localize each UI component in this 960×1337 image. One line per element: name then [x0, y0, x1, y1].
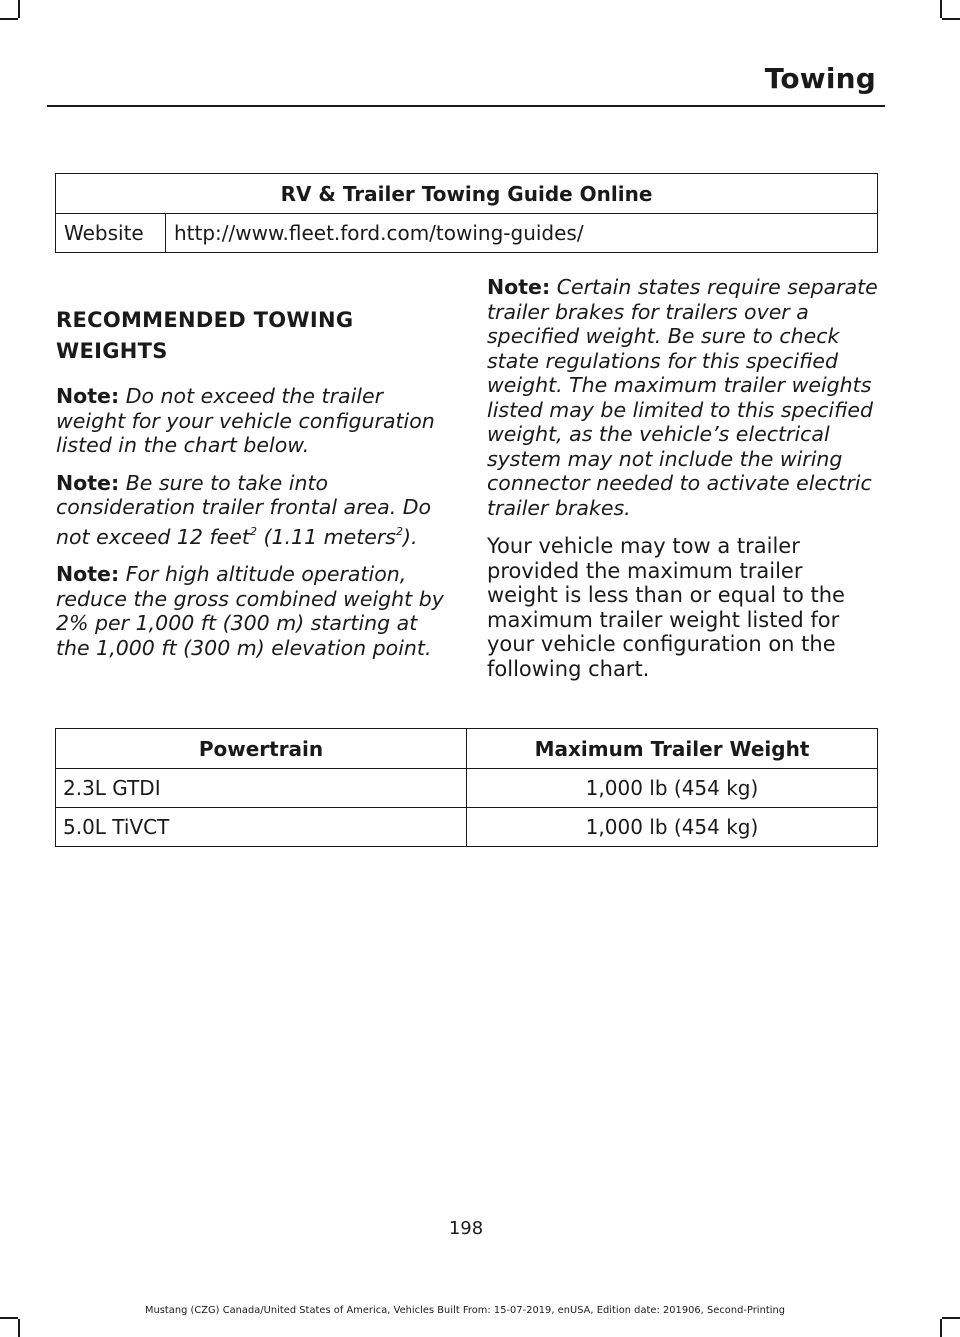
towing-guide-table-title: RV & Trailer Towing Guide Online: [56, 174, 878, 214]
section-heading: RECOMMENDED TOWING WEIGHTS: [56, 308, 354, 363]
column-header-powertrain: Powertrain: [56, 729, 467, 769]
crop-mark-top-right: [940, 0, 942, 18]
max-weight-cell: 1,000 lb (454 kg): [467, 808, 878, 847]
crop-mark-top-right: [942, 18, 960, 20]
website-url[interactable]: http://www.fleet.ford.com/towing-guides/: [166, 214, 878, 253]
table-row: [56, 808, 878, 847]
right-column: [487, 275, 879, 681]
crop-mark-bottom-right: [942, 1317, 960, 1319]
footer-edition-info: Mustang (CZG) Canada/United States of America, Vehicles Built From: 15-07-2019, enUSA, Edition date: 201906, Second-Printing: [144, 1305, 786, 1316]
tow-capability-paragraph: Your vehicle may tow a trailer provided the maximum trailer weight is less than or equal to the maximum trailer weight listed for your vehicle configuration on the following chart.: [487, 534, 845, 681]
table-row: [56, 214, 878, 253]
page-number: 198: [448, 1218, 484, 1239]
max-weight-cell: 1,000 lb (454 kg): [467, 769, 878, 808]
towing-guide-table: [55, 173, 878, 253]
header-divider: [47, 105, 885, 107]
note-high-altitude: Note: For high altitude operation, reduce the gross combined weight by 2% per 1,000 ft (300 m) starting at the 1,000 ft (300 m) elevation point.: [56, 562, 444, 660]
crop-mark-bottom-right: [940, 1319, 942, 1337]
note-trailer-brakes: Note: Certain states require separate trailer brakes for trailers over a specified weight. Be sure to check state regulations for this specified weight. The maximum trailer weights listed may be limited to this specified weight, as the vehicle’s electrical system may not include the wiring connector needed to activate electric trailer brakes.: [487, 275, 878, 520]
left-column: [56, 305, 451, 673]
crop-mark-bottom-left: [0, 1317, 18, 1319]
table-row: [56, 769, 878, 808]
powertrain-cell: 5.0L TiVCT: [56, 808, 467, 847]
trailer-weight-table: [55, 728, 878, 847]
crop-mark-bottom-left: [18, 1319, 20, 1337]
crop-mark-top-left: [18, 0, 20, 18]
crop-mark-top-left: [0, 18, 18, 20]
powertrain-cell: 2.3L GTDI: [56, 769, 467, 808]
column-header-max-weight: Maximum Trailer Weight: [467, 729, 878, 769]
note-frontal-area: Note: Be sure to take into consideration trailer frontal area. Do not exceed 12 feet$^2$ (1.11 meters$^2$).: [56, 470, 432, 549]
page-title: Towing: [764, 62, 876, 95]
website-label: Website: [56, 214, 166, 253]
note-trailer-weight: Note: Do not exceed the trailer weight for your vehicle configuration listed in the chart below.: [56, 384, 435, 457]
